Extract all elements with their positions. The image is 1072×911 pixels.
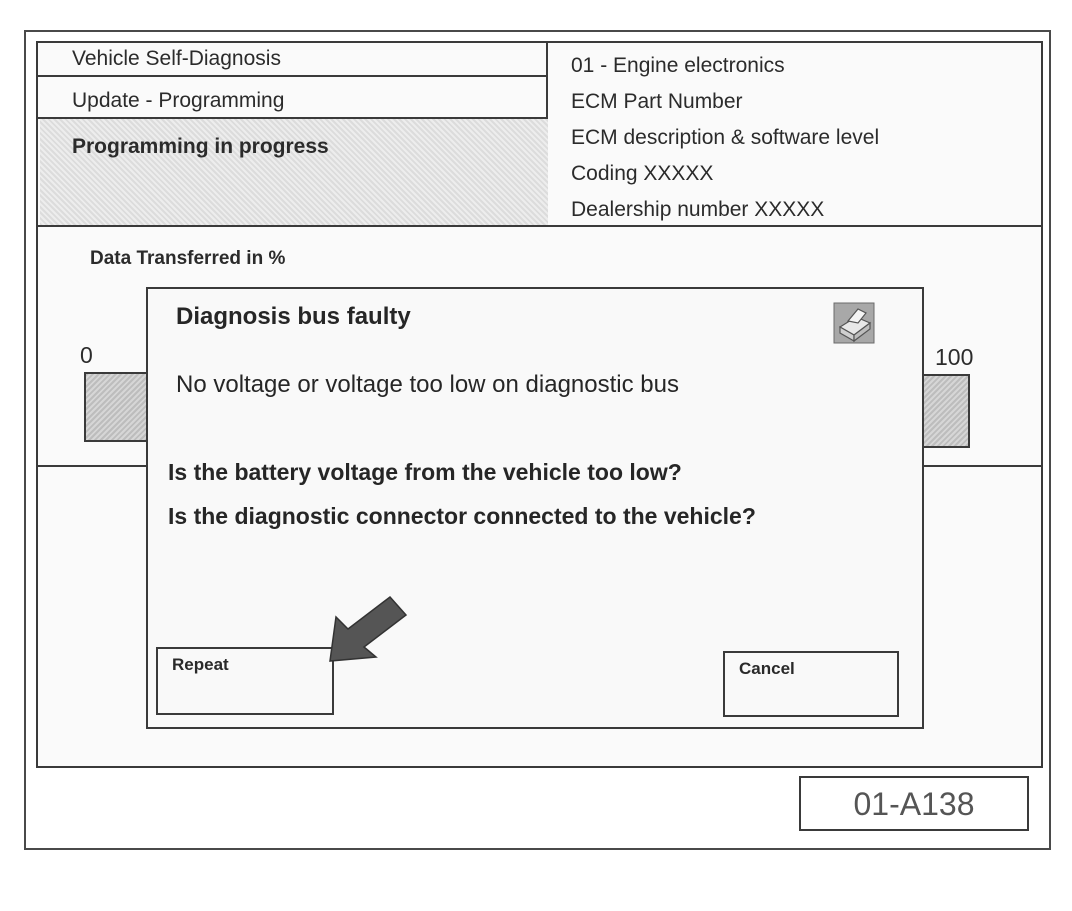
progress-max-label: 100 [935, 344, 974, 370]
printer-icon[interactable] [832, 301, 876, 345]
figure-code: 01-A138 [799, 776, 1029, 831]
cancel-button[interactable]: Cancel [723, 651, 899, 717]
repeat-button[interactable]: Repeat [156, 647, 334, 715]
dialog-message: No voltage or voltage too low on diagnostic bus [176, 371, 679, 398]
header-bottom-line [38, 225, 1041, 227]
info-part-number: ECM Part Number [571, 90, 743, 113]
info-dealership: Dealership number XXXXX [571, 198, 825, 221]
status-text: Programming in progress [72, 135, 329, 158]
menu-divider-1 [38, 75, 548, 77]
error-dialog [146, 287, 924, 729]
info-description: ECM description & software level [571, 126, 880, 149]
dialog-title: Diagnosis bus faulty [176, 303, 411, 330]
pointer-arrow-icon [326, 595, 410, 663]
info-coding: Coding XXXXX [571, 162, 714, 185]
dialog-question-connector: Is the diagnostic connector connected to the vehicle? [168, 503, 756, 529]
progress-min-label: 0 [80, 342, 93, 368]
info-control-module: 01 - Engine electronics [571, 54, 785, 77]
dialog-question-battery: Is the battery voltage from the vehicle too low? [168, 459, 682, 485]
menu-item-update-programming[interactable]: Update - Programming [72, 89, 285, 112]
progress-label: Data Transferred in % [90, 248, 286, 269]
menu-item-self-diagnosis[interactable]: Vehicle Self-Diagnosis [72, 47, 281, 70]
progress-bar-left [84, 372, 154, 442]
